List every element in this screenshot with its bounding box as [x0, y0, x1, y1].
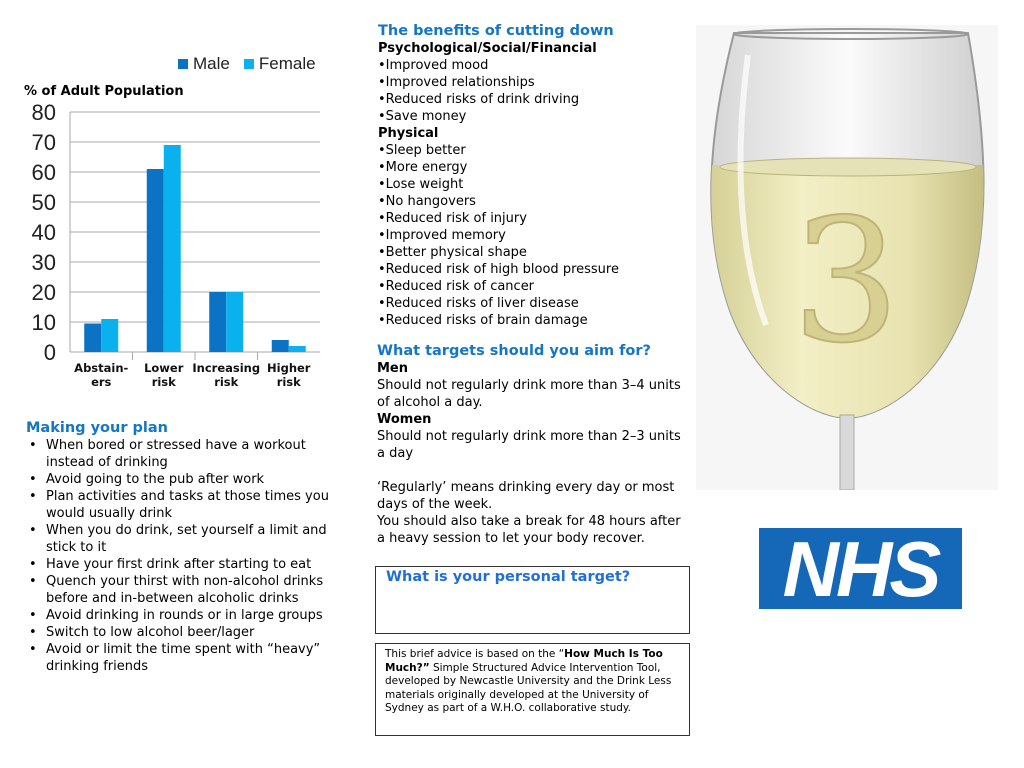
targets-men-label: Men — [377, 361, 409, 376]
advice-source-box — [375, 643, 690, 736]
legend-label-male: Male — [193, 54, 230, 73]
advice-tool-name: How Much Is Too Much?” — [385, 648, 663, 674]
benefit-item: •Reduced risk of cancer — [378, 279, 535, 294]
bar-male — [272, 340, 289, 352]
x-tick-label: Increasing — [192, 361, 261, 375]
making-your-plan-section — [26, 420, 344, 675]
x-tick-label: Abstain- — [74, 361, 129, 375]
benefit-item: •Improved memory — [378, 228, 506, 243]
benefit-item: •Reduced risks of liver disease — [378, 296, 579, 311]
bar-male — [147, 169, 164, 352]
targets-women-text: Should not regularly drink more than 2–3 units a day — [377, 429, 681, 461]
targets-men-text: Should not regularly drink more than 3–4 units of alcohol a day. — [377, 378, 681, 410]
chart-plot-area — [18, 48, 338, 393]
y-tick-label: 70 — [31, 130, 56, 155]
plan-item: • Plan activities and tasks at those times you would usually drink — [26, 488, 344, 522]
wine-glass-illustration — [696, 25, 998, 490]
y-tick-label: 20 — [31, 280, 56, 305]
y-tick-label: 50 — [31, 190, 56, 215]
y-tick-label: 60 — [31, 160, 56, 185]
legend-label-female: Female — [258, 54, 316, 73]
benefit-item: •Lose weight — [378, 177, 464, 192]
plan-item: • When bored or stressed have a workout instead of drinking — [26, 437, 344, 471]
bar-female — [289, 346, 306, 352]
y-tick-label: 30 — [31, 250, 56, 275]
plan-item: • Switch to low alcohol beer/lager — [26, 624, 344, 641]
y-tick-label: 10 — [31, 310, 56, 335]
x-tick-label: risk — [276, 375, 301, 389]
targets-section — [377, 342, 689, 547]
plan-item: • Avoid going to the pub after work — [26, 471, 344, 488]
benefit-item: •Reduced risks of brain damage — [378, 313, 588, 328]
plan-item: • Quench your thirst with non-alcohol drinks before and in-between alcoholic drinks — [26, 573, 344, 607]
x-tick-label: risk — [214, 375, 239, 389]
y-tick-label: 0 — [43, 340, 56, 365]
x-tick-label: ers — [91, 375, 112, 389]
glass-numeral: 3 — [791, 183, 901, 381]
bar-female — [226, 292, 243, 352]
targets-break-text: You should also take a break for 48 hours after a heavy session to let your body recover. — [377, 514, 681, 546]
bar-male — [84, 324, 101, 353]
benefit-item: •Reduced risks of drink driving — [378, 92, 580, 107]
y-tick-label: 80 — [31, 100, 56, 125]
y-tick-label: 40 — [31, 220, 56, 245]
benefit-item: •Better physical shape — [378, 245, 527, 260]
nhs-logo — [759, 524, 962, 613]
x-tick-label: Higher — [267, 361, 311, 375]
benefit-item: •Reduced risk of injury — [378, 211, 527, 226]
plan-item: • Avoid or limit the time spent with “heavy” drinking friends — [26, 641, 344, 675]
benefits-group-title-physical: Physical — [378, 126, 439, 141]
advice-suffix: Simple Structured Advice Intervention Tool, developed by Newcastle University and the Drink Less materials originally developed at the University of Sydney as part of a W.H.O. collaborative study. — [385, 661, 672, 715]
alcohol-risk-chart — [18, 48, 338, 393]
benefit-item: •Reduced risk of high blood pressure — [378, 262, 619, 277]
benefit-item: •Improved relationships — [378, 75, 535, 90]
advice-prefix: This brief advice is based on the “ — [385, 648, 565, 660]
targets-women-label: Women — [377, 412, 432, 427]
benefit-item: •Save money — [378, 109, 467, 124]
targets-regularly-text: ‘Regularly’ means drinking every day or most days of the week. — [377, 480, 675, 512]
wine-glass-image — [696, 25, 998, 490]
plan-item: • Avoid drinking in rounds or in large groups — [26, 607, 344, 624]
targets-heading: What targets should you aim for? — [377, 343, 651, 359]
chart-y-axis-title: % of Adult Population — [24, 84, 184, 99]
personal-target-box[interactable] — [375, 566, 690, 634]
plan-list — [26, 437, 344, 675]
spacer — [377, 462, 689, 479]
bar-female — [101, 319, 118, 352]
benefit-item: •More energy — [378, 160, 468, 175]
bar-female — [164, 145, 181, 352]
personal-target-heading: What is your personal target? — [386, 569, 631, 585]
benefits-heading: The benefits of cutting down — [378, 23, 614, 39]
nhs-logo-text: NHS — [782, 524, 939, 613]
bar-male — [209, 292, 226, 352]
plan-heading: Making your plan — [26, 420, 168, 436]
x-tick-label: Lower — [144, 361, 184, 375]
benefits-section — [378, 22, 678, 329]
x-tick-label: risk — [151, 375, 176, 389]
benefits-group-title-psych: Psychological/Social/Financial — [378, 41, 597, 56]
benefit-item: •Sleep better — [378, 143, 466, 158]
benefit-item: •Improved mood — [378, 58, 489, 73]
plan-item: • Have your first drink after starting to eat — [26, 556, 344, 573]
benefit-item: •No hangovers — [378, 194, 476, 209]
plan-item: • When you do drink, set yourself a limit and stick to it — [26, 522, 344, 556]
